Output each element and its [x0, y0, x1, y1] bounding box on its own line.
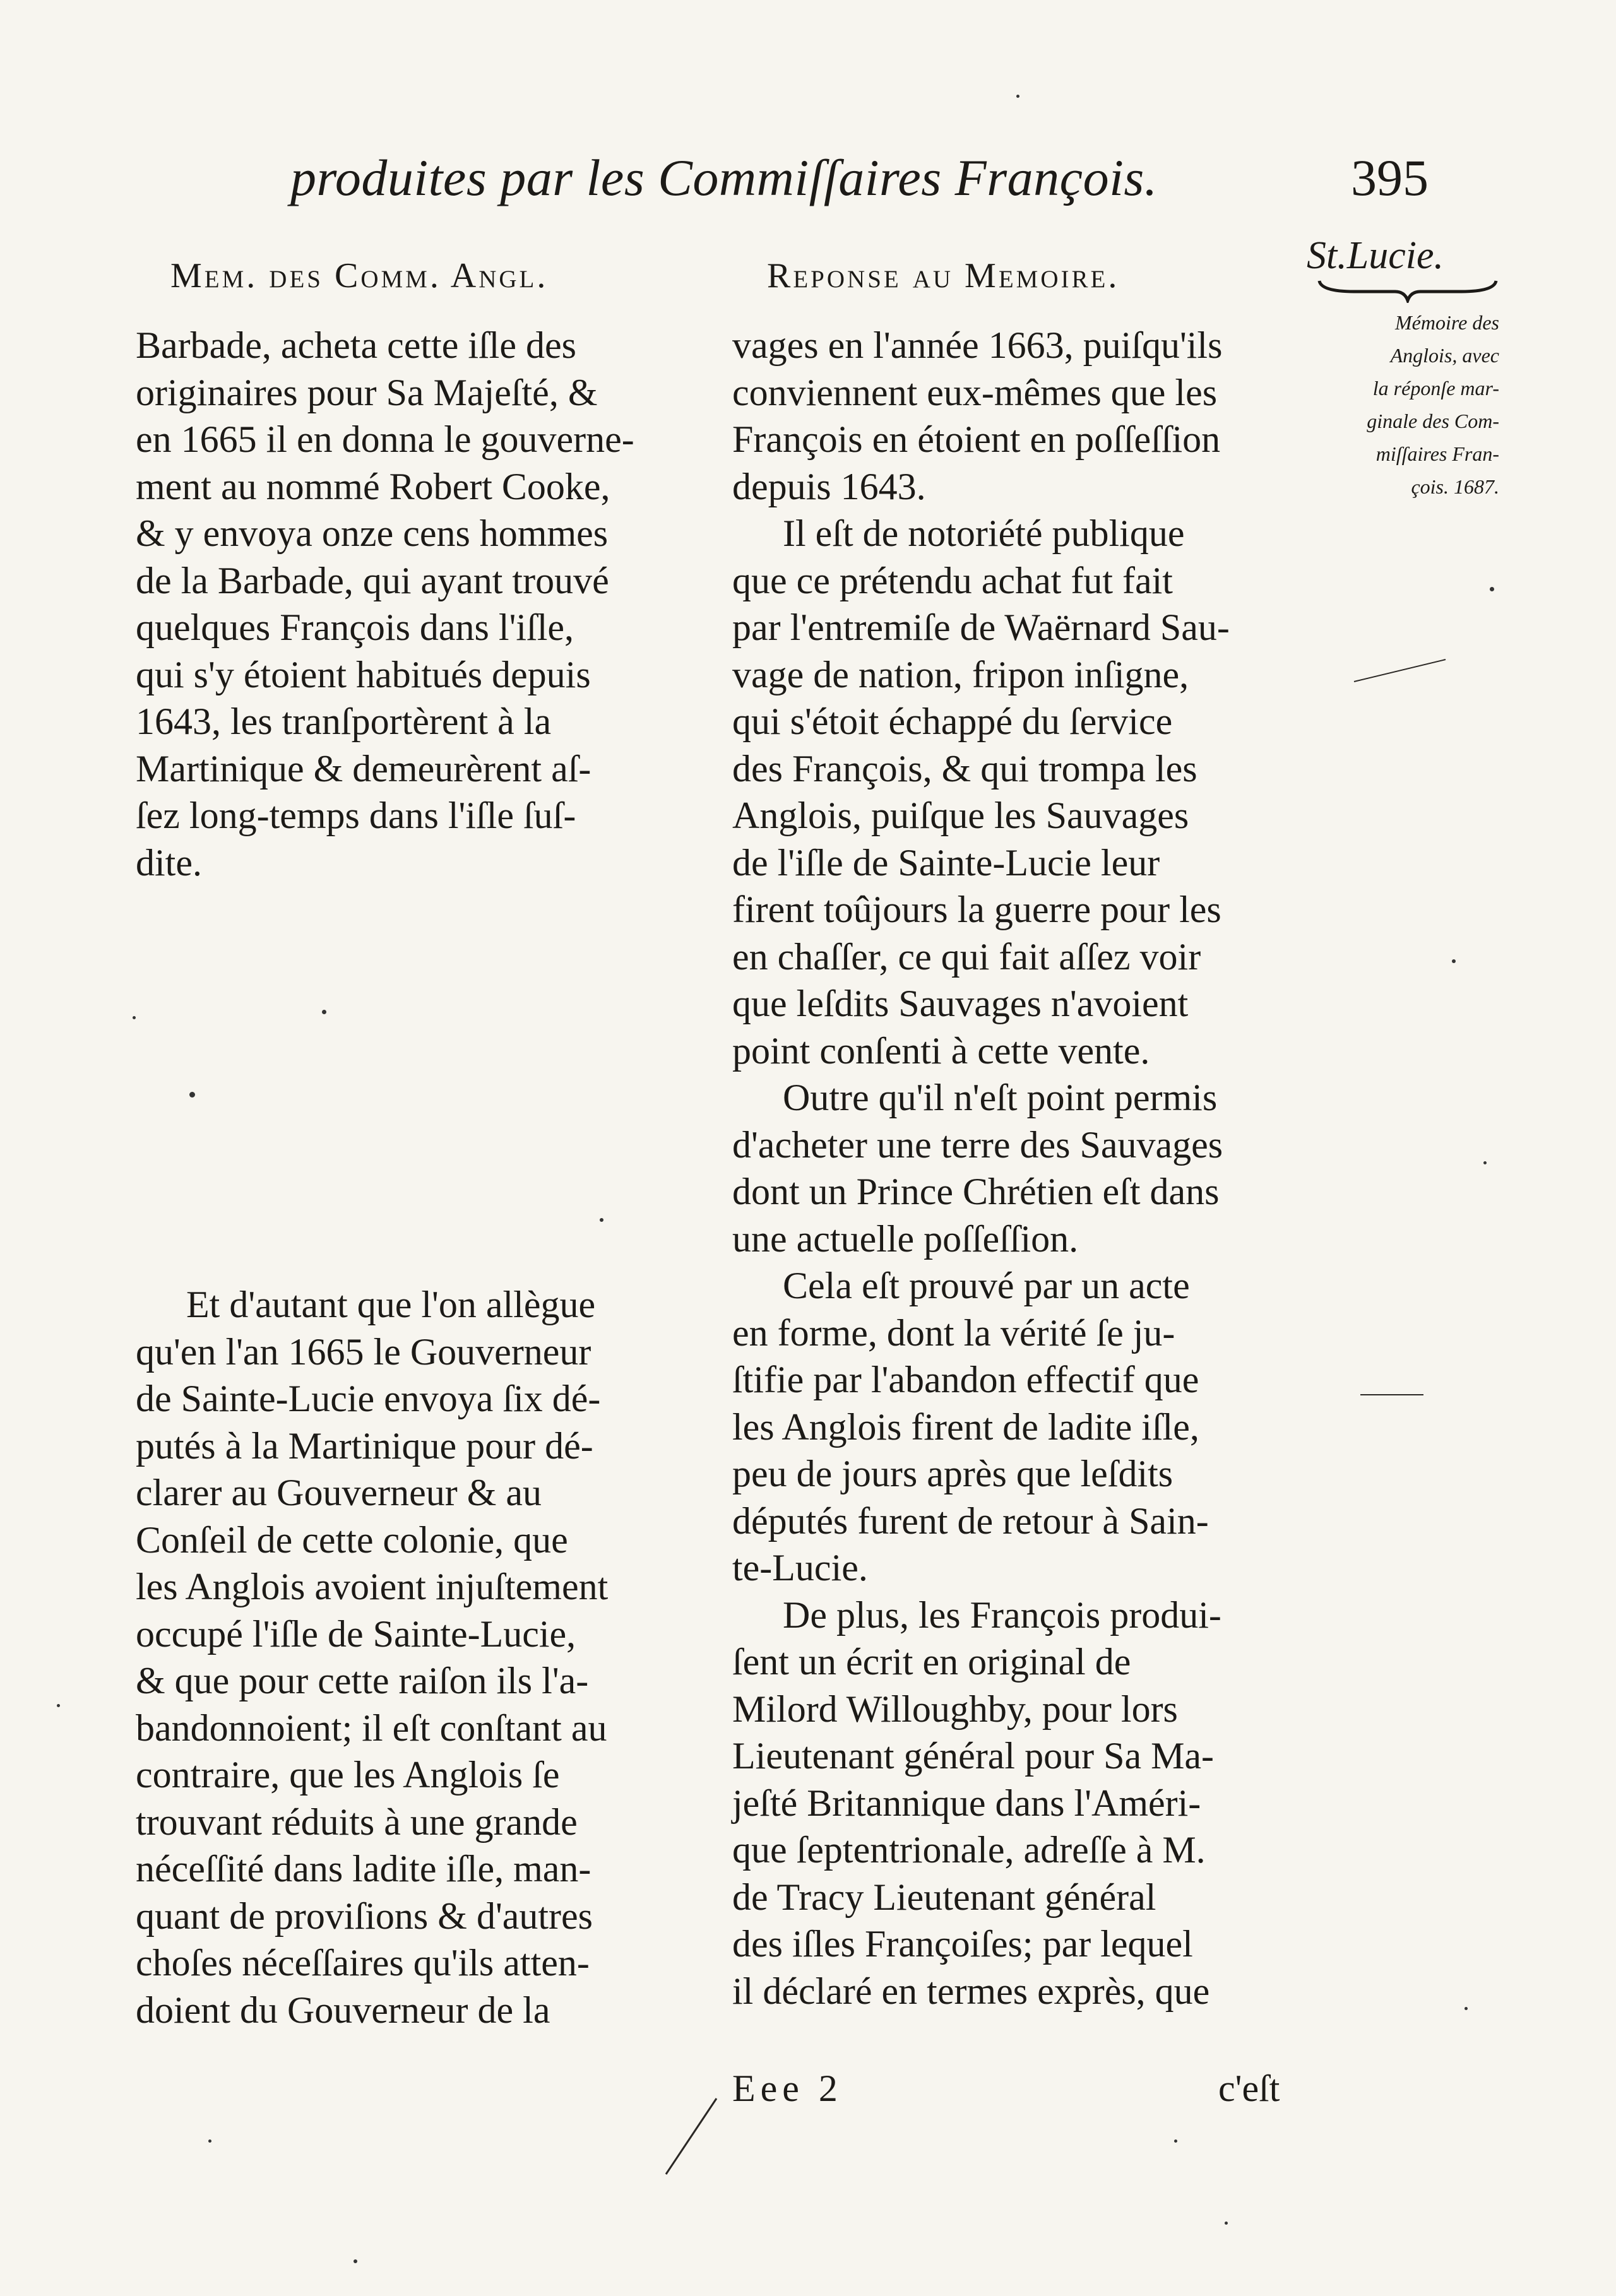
text-line: par l'entremiſe de Waërnard Sau-	[732, 607, 1230, 648]
text-line: quant de proviſions & d'autres	[136, 1895, 593, 1937]
text-line: dont un Prince Chrétien eſt dans	[732, 1171, 1220, 1212]
ink-stroke-mark	[1351, 656, 1452, 694]
page-number: 395	[1351, 149, 1429, 206]
text-line: que ce prétendu achat fut fait	[732, 559, 1173, 601]
text-line: jeſté Britannique dans l'Améri-	[732, 1782, 1201, 1824]
text-line: de Tracy Lieutenant général	[732, 1876, 1156, 1918]
text-line: ſent un écrit en original de	[732, 1641, 1131, 1683]
text-line: bandonnoient; il eſt conſtant au	[136, 1707, 607, 1749]
text-line: il déclaré en termes exprès, que	[732, 1970, 1210, 2012]
text-line: députés furent de retour à Sain-	[732, 1500, 1209, 1542]
text-line: que leſdits Sauvages n'avoient	[732, 983, 1189, 1024]
text-line: dite.	[136, 841, 202, 884]
text-line: des François, & qui trompa les	[732, 747, 1197, 790]
text-line: ſtifie par l'abandon effectif que	[732, 1359, 1199, 1400]
text-line: que ſeptentrionale, adreſſe à M.	[732, 1829, 1206, 1871]
text-line: depuis 1643.	[732, 465, 926, 507]
text-line: clarer au Gouverneur & au	[136, 1472, 542, 1513]
text-line: choſes néceſſaires qu'ils atten-	[136, 1942, 590, 1984]
text-line: De plus, les François produi-	[783, 1594, 1221, 1636]
text-line: contraire, que les Anglois ſe	[136, 1754, 560, 1796]
text-line: Conſeil de cette colonie, que	[136, 1518, 568, 1561]
text-line: en chaſſer, ce qui fait aſſez voir	[732, 935, 1201, 978]
left-column-heading: Mem. des Comm. Angl.	[170, 256, 549, 295]
text-line: une actuelle poſſeſſion.	[732, 1217, 1079, 1260]
text-line: & que pour cette raiſon ils l'a-	[136, 1660, 589, 1701]
text-line: Et d'autant que l'on allègue	[186, 1284, 596, 1325]
text-line: François en étoient en poſſeſſion	[732, 418, 1221, 460]
text-line: Anglois, puiſque les Sauvages	[732, 795, 1189, 836]
text-line: Il eſt de notoriété publique	[783, 512, 1185, 554]
text-line: Lieutenant général pour Sa Ma-	[732, 1735, 1215, 1777]
text-line: doient du Gouverneur de la	[136, 1989, 550, 2031]
margin-note-line: çois. 1687.	[1411, 475, 1499, 498]
text-line: d'acheter une terre des Sauvages	[732, 1123, 1223, 1166]
text-line: trouvant réduits à une grande	[136, 1801, 578, 1843]
left-column-block-2	[136, 1281, 710, 2033]
text-line: firent toûjours la guerre pour les	[732, 889, 1221, 930]
text-line: originaires pour Sa Majeſté, &	[136, 371, 598, 413]
text-line: de l'iſle de Sainte-Lucie leur	[732, 841, 1160, 884]
text-line: les Anglois avoient injuſtement	[136, 1566, 609, 1607]
catchword: c'eſt	[1218, 2068, 1280, 2109]
right-column-block	[732, 322, 1294, 2015]
text-line: quelques François dans l'iſle,	[136, 607, 574, 648]
signature-mark: Eee 2	[732, 2068, 843, 2109]
text-line: des iſles Françoiſes; par lequel	[732, 1923, 1193, 1965]
margin-note-line: Anglois, avec	[1390, 344, 1499, 367]
left-column-block-1	[136, 322, 710, 886]
text-line: Martinique & demeurèrent aſ-	[136, 747, 591, 790]
text-line: en 1665 il en donna le gouverne-	[136, 418, 634, 460]
text-line: de la Barbade, qui ayant trouvé	[136, 559, 609, 601]
text-line: qui s'étoit échappé du ſervice	[732, 701, 1173, 742]
text-line: peu de jours après que leſdits	[732, 1453, 1173, 1494]
text-line: ſez long-temps dans l'iſle ſuſ-	[136, 795, 576, 836]
running-title: produites par les Commiſſaires François.	[290, 149, 1158, 206]
text-line: Outre qu'il n'eſt point permis	[783, 1077, 1218, 1118]
text-line: qu'en l'an 1665 le Gouverneur	[136, 1330, 591, 1373]
text-line: les Anglois firent de ladite iſle,	[732, 1405, 1199, 1448]
text-line: Milord Willoughby, pour lors	[732, 1688, 1178, 1730]
text-line: 1643, les tranſportèrent à la	[136, 701, 552, 742]
margin-note	[1310, 306, 1499, 503]
margin-brace-icon	[1316, 278, 1499, 303]
ink-stroke-mark	[1357, 1388, 1427, 1401]
text-line: de Sainte-Lucie envoya ſix dé-	[136, 1378, 601, 1419]
text-line: point conſenti à cette vente.	[732, 1029, 1150, 1072]
text-line: Barbade, acheta cette iſle des	[136, 324, 576, 366]
text-line: ment au nommé Robert Cooke,	[136, 465, 610, 507]
text-line: Cela eſt prouvé par un acte	[783, 1265, 1190, 1306]
margin-note-line: miſſaires Fran-	[1375, 442, 1499, 465]
text-line: vage de nation, fripon inſigne,	[732, 653, 1189, 695]
margin-note-line: ginale des Com-	[1367, 410, 1499, 432]
text-line: occupé l'iſle de Sainte-Lucie,	[136, 1613, 576, 1655]
text-line: qui s'y étoient habitués depuis	[136, 653, 591, 695]
margin-note-line: la réponſe mar-	[1372, 377, 1499, 399]
text-line: néceſſité dans ladite iſle, man-	[136, 1848, 591, 1890]
margin-note-line: Mémoire des	[1395, 311, 1499, 334]
text-line: en forme, dont la vérité ſe ju-	[732, 1311, 1175, 1354]
text-line: conviennent eux-mêmes que les	[732, 371, 1218, 413]
right-column-heading: Reponse au Memoire.	[767, 256, 1120, 295]
text-line: te-Lucie.	[732, 1547, 868, 1589]
margin-title: St.Lucie.	[1307, 234, 1444, 277]
text-line: vages en l'année 1663, puiſqu'ils	[732, 324, 1223, 366]
text-line: & y envoya onze cens hommes	[136, 512, 609, 554]
text-line: putés à la Martinique pour dé-	[136, 1424, 593, 1467]
ink-stroke-mark	[663, 2095, 720, 2177]
